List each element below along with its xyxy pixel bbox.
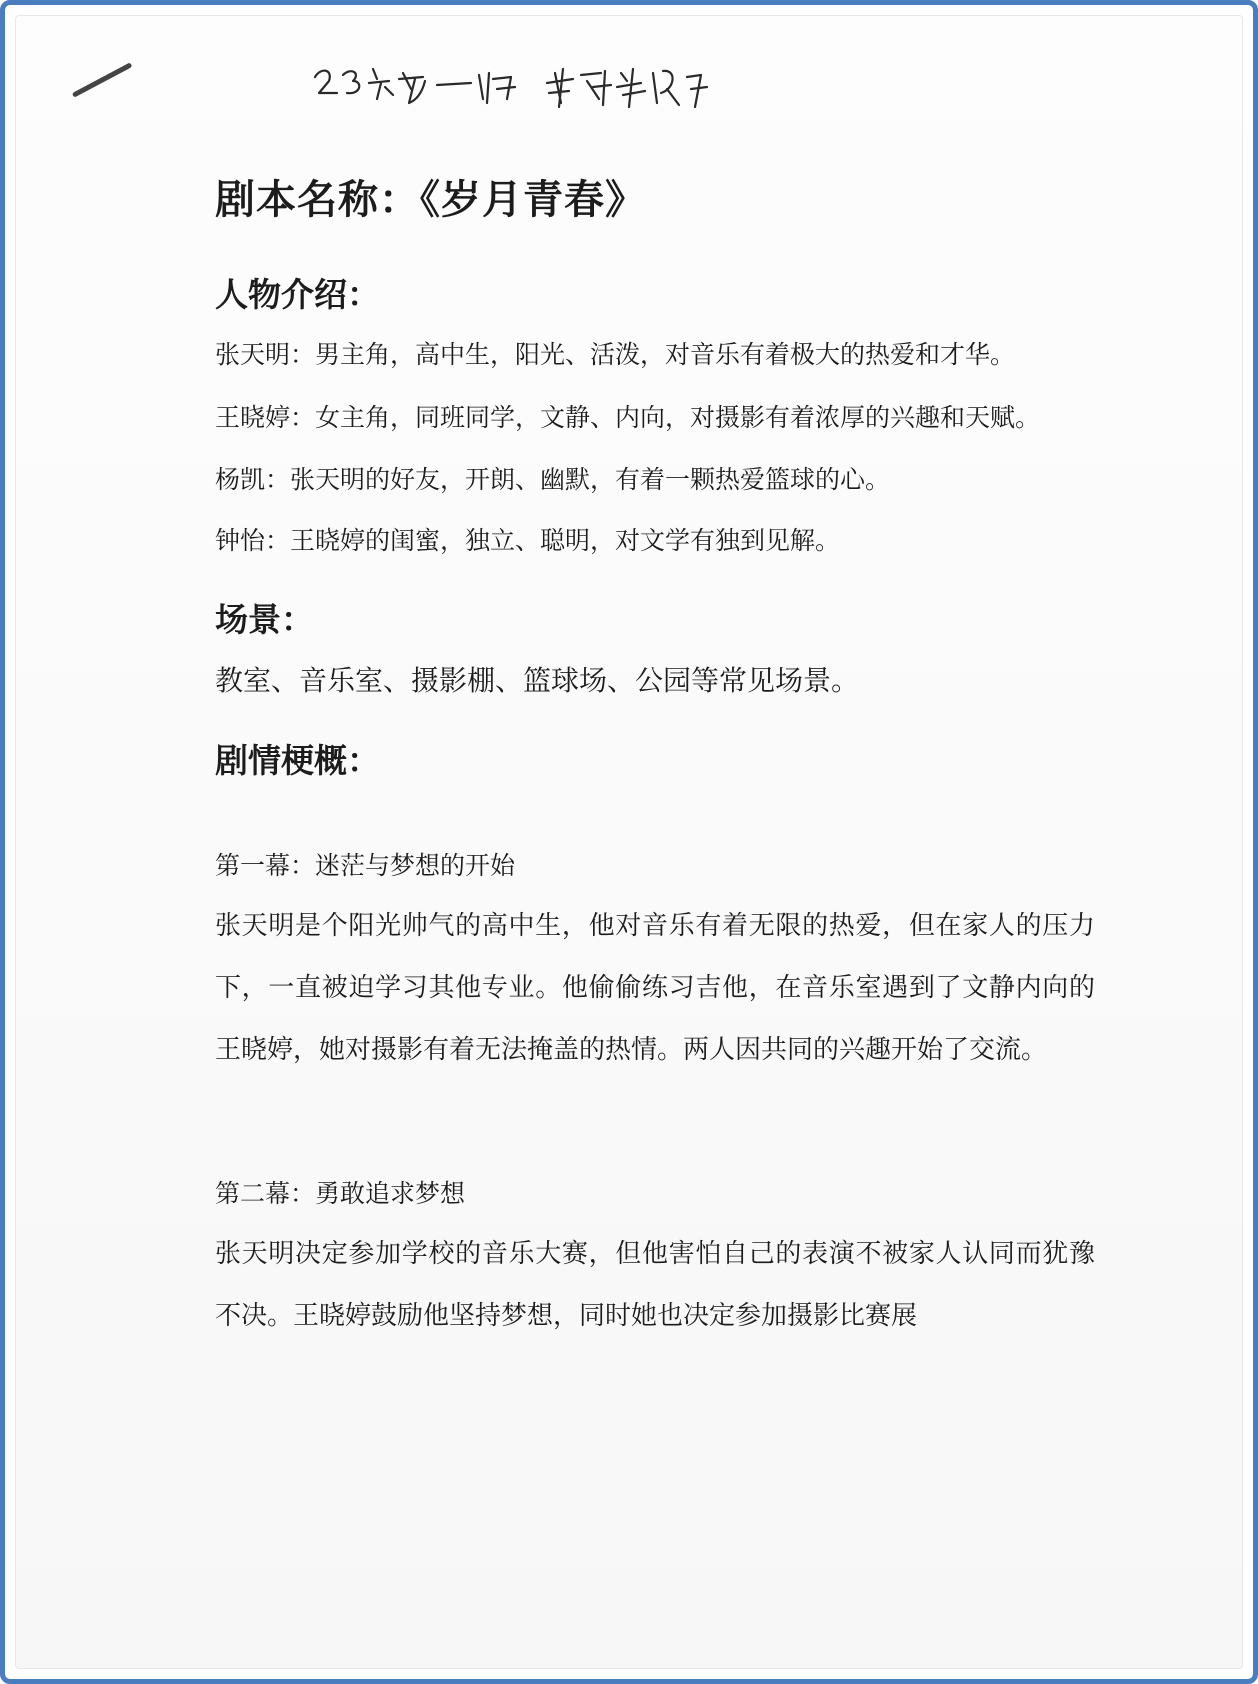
pen-stroke (72, 62, 133, 97)
scene-list: 教室、音乐室、摄影棚、篮球场、公园等常见场景。 (215, 664, 860, 697)
character-yang-kai: 杨凯：张天明的好友，开朗、幽默，有着一颗热爱篮球的心。 (215, 465, 891, 494)
act-one-body: 张天明是个阳光帅气的高中生，他对音乐有着无限的热爱，但在家人的压力下，一直被迫学习其他专业。他偷偷练习吉他，在音乐室遇到了文静内向的王晓婷，她对摄影有着无法掩盖的热情。两人因共同的兴趣开始了交流。 (215, 911, 1095, 1065)
character-wang-xiaoting: 王晓婷：女主角，同班同学，文静、内向，对摄影有着浓厚的兴趣和天赋。 (215, 403, 1041, 432)
characters-heading: 人物介绍： (215, 275, 380, 314)
act-two-body: 张天明决定参加学校的音乐大赛，但他害怕自己的表演不被家人认同而犹豫不决。王晓婷鼓励他坚持梦想，同时她也决定参加摄影比赛展 (215, 1239, 1095, 1331)
plot-heading: 剧情梗概： (215, 741, 380, 780)
character-zhang-tianming: 张天明：男主角，高中生，阳光、活泼，对音乐有着极大的热爱和才华。 (215, 340, 1016, 369)
act-one-title: 第一幕：迷茫与梦想的开始 (215, 851, 516, 880)
act-two-title: 第二幕：勇敢追求梦想 (215, 1179, 466, 1208)
character-zhong-yi: 钟怡：王晓婷的闺蜜，独立、聪明，对文学有独到见解。 (215, 526, 841, 555)
paper-sheet (15, 15, 1243, 1669)
script-document (215, 165, 1095, 1347)
script-title: 剧本名称：《岁月青春》 (215, 176, 646, 223)
handwritten-signature (311, 59, 731, 139)
scene-heading: 场景： (215, 600, 314, 639)
